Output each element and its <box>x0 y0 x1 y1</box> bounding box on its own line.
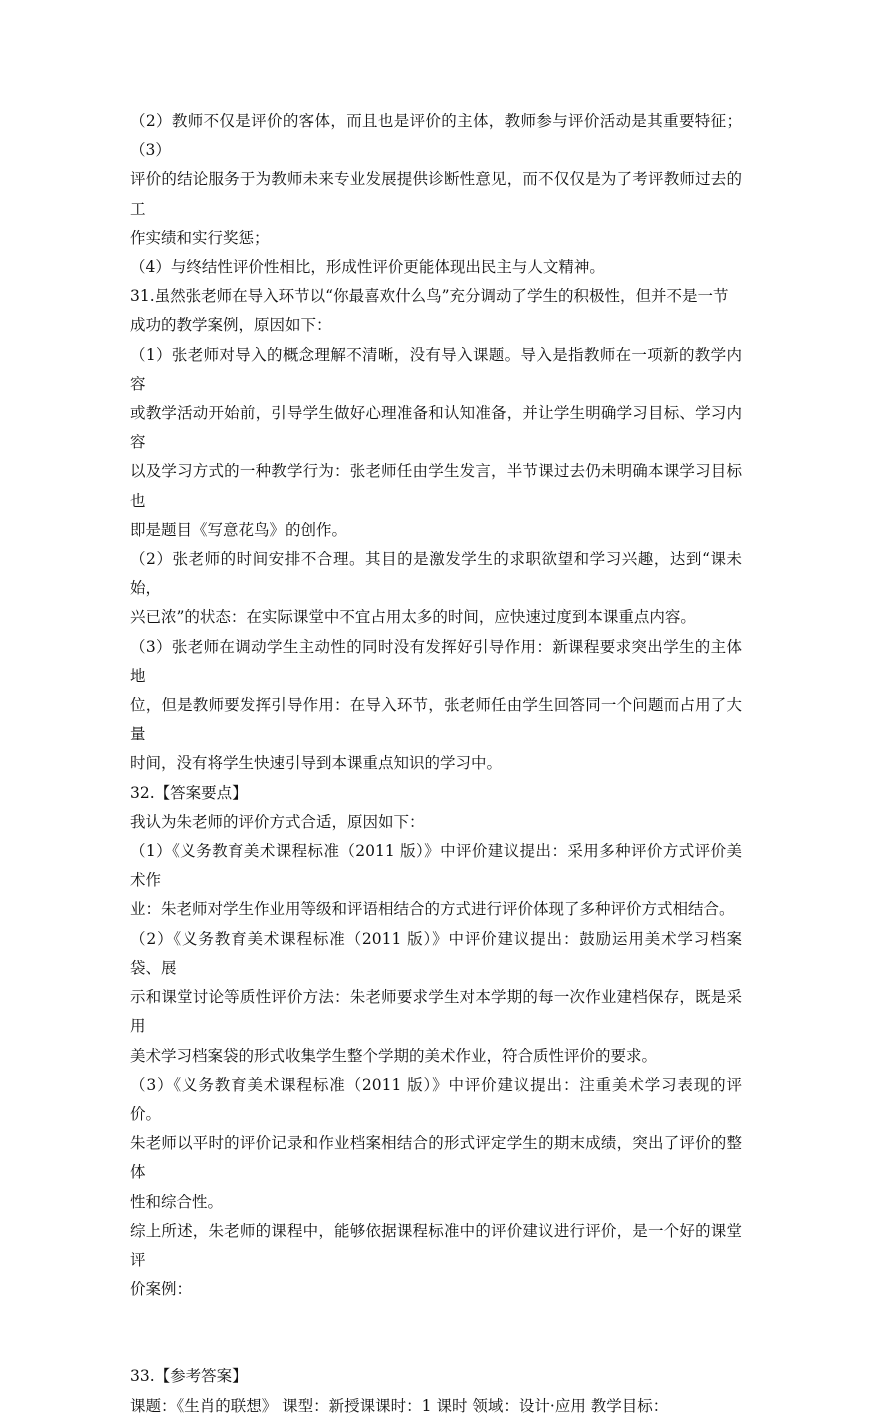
text-line: （3）张老师在调动学生主动性的同时没有发挥好引导作用：新课程要求突出学生的主体地 <box>130 637 742 685</box>
text-line: （1）张老师对导入的概念理解不清晰，没有导入课题。导入是指教师在一项新的教学内容 <box>130 345 742 393</box>
text-line: 价案例： <box>130 1280 193 1299</box>
text-line: （4）与终结性评价性相比，形成性评价更能体现出民主与人文精神。 <box>130 258 605 277</box>
text-line: （1）《义务教育美术课程标准（2011 版）》中评价建议提出：采用多种评价方式评价美术作 <box>130 842 742 890</box>
text-line: 美术学习档案袋的形式收集学生整个学期的美术作业，符合质性评价的要求。 <box>130 1046 658 1065</box>
text-line: 示和课堂讨论等质性评价方法：朱老师要求学生对本学期的每一次作业建档保存，既是采用 <box>130 988 742 1036</box>
text-line: 业：朱老师对学生作业用等级和评语相结合的方式进行评价体现了多种评价方式相结合。 <box>130 900 735 919</box>
text-line: 以及学习方式的一种教学行为：张老师任由学生发言，半节课过去仍未明确本课学习目标也 <box>130 462 742 510</box>
text-line: 位，但是教师要发挥引导作用：在导入环节，张老师任由学生回答同一个问题而占用了大量 <box>130 696 742 744</box>
text-line: 评价的结论服务于为教师未来专业发展提供诊断性意见，而不仅仅是为了考评教师过去的工 <box>130 170 742 218</box>
text-line: 性和综合性。 <box>130 1192 224 1211</box>
text-line: （2）张老师的时间安排不合理。其目的是激发学生的求职欲望和学习兴趣，达到“课未始， <box>130 550 742 598</box>
question-31-heading: 31.虽然张老师在导入环节以“你最喜欢什么鸟”充分调动了学生的积极性，但并不是一节 <box>130 287 729 306</box>
text-line: 兴已浓”的状态：在实际课堂中不宜占用太多的时间，应快速过度到本课重点内容。 <box>130 608 696 627</box>
document-body <box>130 107 742 1421</box>
text-line: 课题：《生肖的联想》 课型：新授课课时：1 课时 领域：设计·应用 教学目标： <box>130 1396 669 1415</box>
text-line: 成功的教学案例，原因如下： <box>130 316 332 335</box>
paragraph-gap <box>130 1304 742 1362</box>
text-line: 即是题目《写意花鸟》的创作。 <box>130 520 348 539</box>
text-line: 综上所述，朱老师的课程中，能够依据课程标准中的评价建议进行评价，是一个好的课堂评 <box>130 1221 742 1269</box>
text-line: 朱老师以平时的评价记录和作业档案相结合的形式评定学生的期末成绩，突出了评价的整体 <box>130 1134 742 1182</box>
text-line: （3）《义务教育美术课程标准（2011 版）》中评价建议提出：注重美术学习表现的评价。 <box>130 1075 742 1123</box>
text-line: 或教学活动开始前，引导学生做好心理准备和认知准备，并让学生明确学习目标、学习内容 <box>130 404 742 452</box>
question-32-heading: 32.【答案要点】 <box>130 783 248 802</box>
text-line: 我认为朱老师的评价方式合适，原因如下： <box>130 812 425 831</box>
text-line: （2）《义务教育美术课程标准（2011 版）》中评价建议提出：鼓励运用美术学习档案袋、展 <box>130 929 742 977</box>
text-line: 时间，没有将学生快速引导到本课重点知识的学习中。 <box>130 754 503 773</box>
text-line: 作实绩和实行奖惩； <box>130 228 270 247</box>
text-line: （2）教师不仅是评价的客体，而且也是评价的主体，教师参与评价活动是其重要特征；（3） <box>130 112 742 160</box>
question-33-heading: 33.【参考答案】 <box>130 1367 248 1386</box>
